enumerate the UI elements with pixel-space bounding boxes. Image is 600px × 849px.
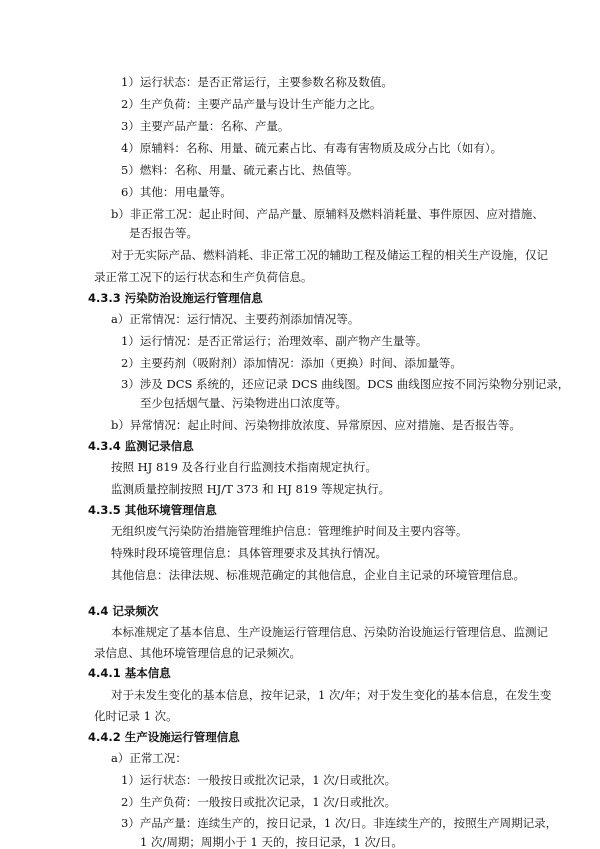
- section-heading: 4.3.4 监测记录信息: [88, 439, 194, 453]
- text-line: 对于未发生变化的基本信息，按年记录，1 次/年；对于发生变化的基本信息，在发生变: [111, 688, 552, 702]
- text-line: 录信息、其他环境管理信息的记录频次。: [94, 646, 301, 660]
- text-line: 6）其他：用电量等。: [121, 185, 232, 199]
- text-line: 1）运行状态：一般按日或批次记录，1 次/日或批次。: [121, 773, 397, 787]
- text-line: 3）涉及 DCS 系统的，还应记录 DCS 曲线图。DCS 曲线图应按不同污染物分别记录，: [121, 377, 570, 391]
- text-line: 2）生产负荷：一般按日或批次记录，1 次/日或批次。: [121, 795, 397, 809]
- text-line: 本标准规定了基本信息、生产设施运行管理信息、污染防治设施运行管理信息、监测记: [111, 625, 548, 639]
- text-line: b）非正常工况：起止时间、产品产量、原辅料及燃料消耗量、事件原因、应对措施、: [111, 207, 544, 221]
- text-line: 无组织废气污染防治措施管理维护信息：管理维护时间及主要内容等。: [111, 524, 468, 538]
- section-heading: 4.4.2 生产设施运行管理信息: [88, 730, 240, 744]
- text-line: 1 次/周期；周期小于 1 天的，按日记录，1 次/日。: [140, 835, 403, 849]
- text-line: 其他信息：法律法规、标准规范确定的其他信息，企业自主记录的环境管理信息。: [111, 568, 525, 582]
- text-line: 3）产品产量：连续生产的，按日记录，1 次/日。非连续生产的，按照生产周期记录，: [121, 816, 558, 830]
- text-line: 录正常工况下的运行状态和生产负荷信息。: [94, 270, 313, 284]
- text-line: 化时记录 1 次。: [94, 709, 178, 723]
- text-line: 是否报告等。: [129, 226, 198, 240]
- section-heading: 4.3.5 其他环境管理信息: [88, 503, 217, 517]
- text-line: 1）运行情况：是否正常运行；治理效率、副产物产生量等。: [121, 334, 428, 348]
- text-line: 2）生产负荷：主要产品产量与设计生产能力之比。: [121, 97, 382, 111]
- text-line: 5）燃料：名称、用量、硫元素占比、热值等。: [121, 163, 359, 177]
- text-line: 1）运行状态：是否正常运行，主要参数名称及数值。: [121, 75, 393, 89]
- section-heading: 4.4 记录频次: [88, 604, 159, 618]
- text-line: 按照 HJ 819 及各行业自行监测技术指南规定执行。: [111, 460, 378, 474]
- text-line: 特殊时段环境管理信息：具体管理要求及其执行情况。: [111, 546, 387, 560]
- text-line: a）正常情况：运行情况、主要药剂添加情况等。: [111, 312, 360, 326]
- text-line: 至少包括烟气量、污染物进出口浓度等。: [140, 396, 347, 410]
- text-line: 4）原辅料：名称、用量、硫元素占比、有毒有害物质及成分占比（如有）。: [121, 141, 503, 155]
- text-line: 监测质量控制按照 HJ/T 373 和 HJ 819 等规定执行。: [111, 482, 391, 496]
- text-line: b）异常情况：起止时间、污染物排放浓度、异常原因、应对措施、是否报告等。: [111, 418, 521, 432]
- section-heading: 4.4.1 基本信息: [88, 666, 171, 680]
- text-line: 对于无实际产品、燃料消耗、非正常工况的辅助工程及储运工程的相关生产设施，仅记: [111, 248, 548, 262]
- text-line: 2）主要药剂（吸附剂）添加情况：添加（更换）时间、添加量等。: [121, 356, 462, 370]
- section-heading: 4.3.3 污染防治设施运行管理信息: [88, 291, 263, 305]
- text-line: a）正常工况：: [111, 751, 187, 765]
- text-line: 3）主要产品产量：名称、产量。: [121, 119, 290, 133]
